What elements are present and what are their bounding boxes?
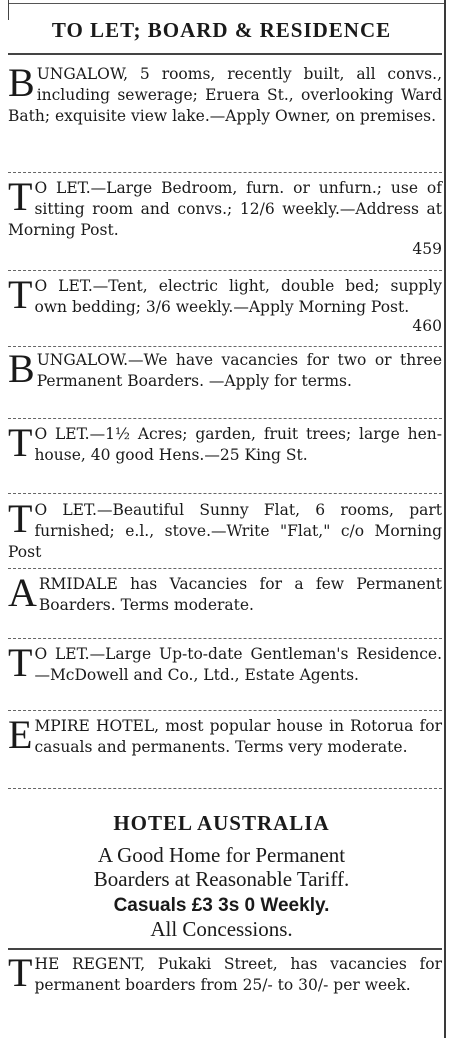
left-rule (8, 0, 9, 20)
drop-cap: B (8, 60, 35, 105)
ad-number: 459 (412, 240, 442, 258)
drop-cap: T (8, 420, 33, 465)
hotel-australia-line: Boarders at Reasonable Tariff. (93, 867, 350, 891)
heading-rule (8, 53, 442, 55)
ad-armidale (8, 570, 442, 616)
ad-divider (8, 346, 442, 347)
ad-divider (8, 638, 442, 639)
drop-cap: T (8, 640, 33, 685)
ad-number: 460 (412, 317, 442, 335)
ad-text: O LET.—Tent, electric light, double bed; supply own bedding; 3/6 weekly.—Apply Morning Post. (34, 277, 442, 316)
ad-empire-hotel (8, 712, 442, 758)
drop-cap: B (8, 346, 35, 391)
ad-divider (8, 710, 442, 711)
ad-divider (8, 418, 442, 419)
hotel-australia-title: HOTEL AUSTRALIA (113, 811, 330, 835)
ad-divider (8, 270, 442, 271)
drop-cap: T (8, 496, 33, 541)
ad-the-regent (8, 950, 442, 996)
ad-text: O LET.—Beautiful Sunny Flat, 6 rooms, part furnished; e.l., stove.—Write "Flat," c/o Morning Post (8, 501, 442, 561)
ad-gentlemans-residence (8, 640, 442, 686)
ad-divider (8, 568, 442, 569)
ad-text: HE REGENT, Pukaki Street, has vacancies for permanent boarders from 25/- to 30/- per week. (34, 955, 442, 994)
ad-text: O LET.—Large Up-to-date Gentleman's Residence.—McDowell and Co., Ltd., Estate Agents. (34, 645, 442, 684)
ad-text: O LET.—Large Bedroom, furn. or unfurn.; use of sitting room and convs.; 12/6 weekly.—Address at Morning Post. (8, 179, 442, 239)
ad-text: UNGALOW.—We have vacancies for two or three Permanent Boarders. —Apply for terms. (36, 351, 442, 390)
drop-cap: A (8, 570, 37, 615)
feature-rule (8, 948, 442, 950)
top-rule (8, 3, 444, 4)
ad-divider (8, 172, 442, 173)
ad-sunny-flat (8, 496, 442, 563)
ad-acres (8, 420, 442, 466)
hotel-australia-line: A Good Home for Permanent (97, 843, 346, 867)
ad-divider (8, 788, 442, 789)
hotel-australia-concessions: All Concessions. (150, 917, 293, 941)
hotel-australia-rates: Casuals £3 3s 0 Weekly. (113, 895, 330, 916)
ad-text: MPIRE HOTEL, most popular house in Rotorua for casuals and permanents. Terms very moderate. (34, 717, 442, 756)
drop-cap: T (8, 272, 33, 317)
column-rule (444, 0, 446, 1038)
ad-bungalow-vacancies (8, 346, 442, 392)
ad-large-bedroom (8, 174, 442, 260)
section-heading: TO LET; BOARD & RESIDENCE (51, 18, 392, 42)
ad-text: RMIDALE has Vacancies for a few Permanent Boarders. Terms moderate. (38, 575, 442, 614)
ad-divider (8, 493, 442, 494)
ad-tent (8, 272, 442, 337)
ad-bungalow-eruera (8, 60, 442, 127)
drop-cap: T (8, 950, 33, 995)
ad-text: O LET.—1½ Acres; garden, fruit trees; large hen-house, 40 good Hens.—25 King St. (34, 425, 442, 464)
drop-cap: E (8, 712, 33, 757)
ad-text: UNGALOW, 5 rooms, recently built, all convs., including sewerage; Eruera St., overlooking Ward Bath; exquisite view lake.—Apply Owner, on premises. (8, 65, 442, 125)
drop-cap: T (8, 174, 33, 219)
